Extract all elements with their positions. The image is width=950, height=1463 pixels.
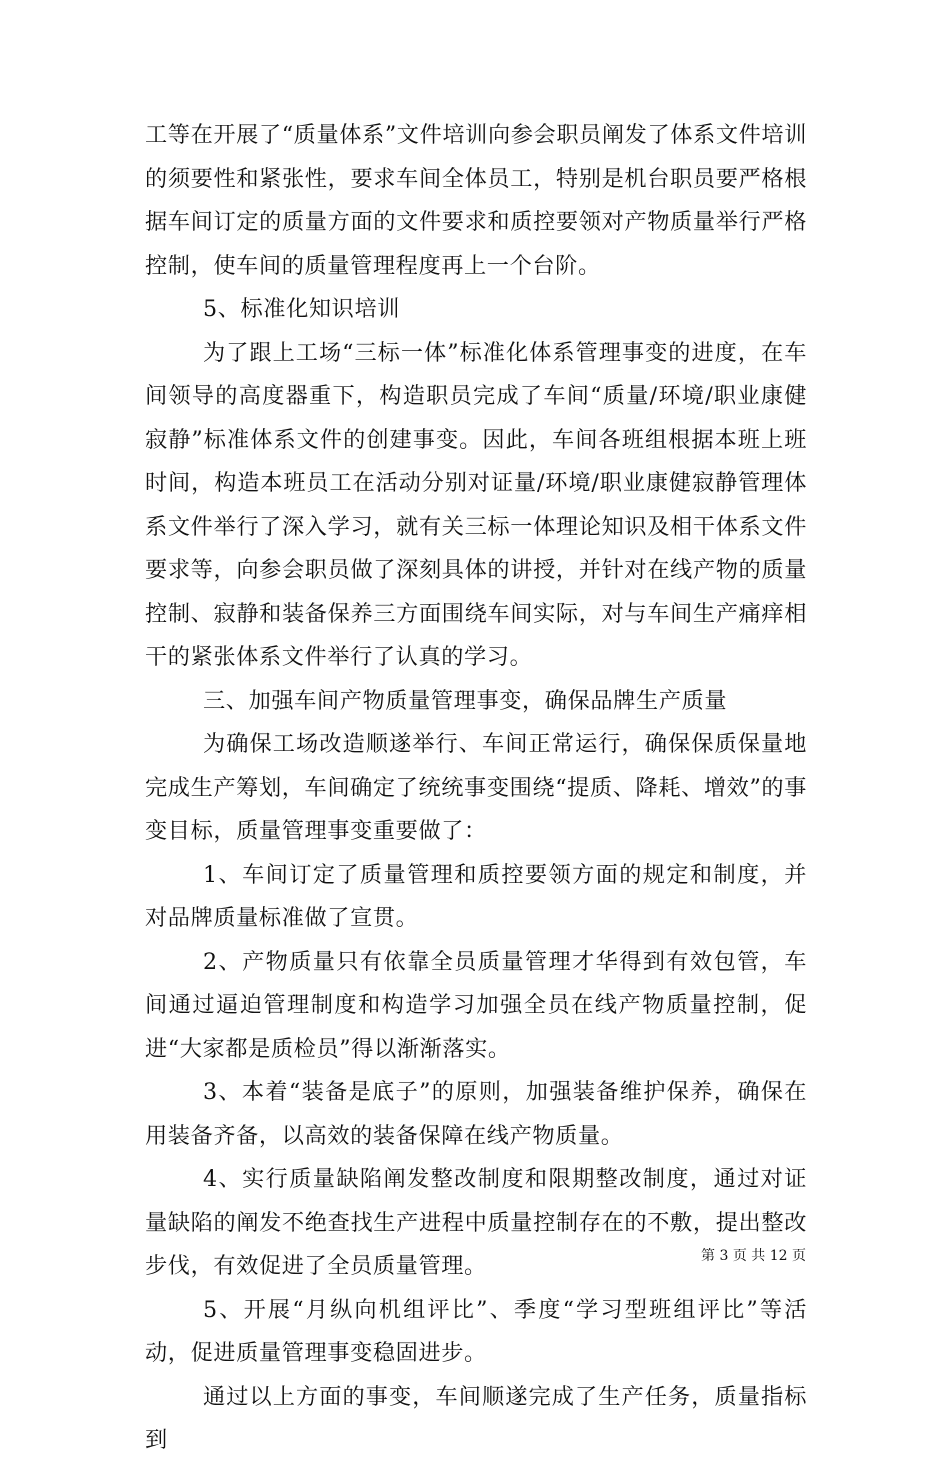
paragraph-conclusion: 通过以上方面的事变，车间顺遂完成了生产任务，质量指标到: [145, 1383, 807, 1453]
page-footer: [0, 1246, 950, 1266]
list-item-4: 4、实行质量缺陷阐发整改制度和限期整改制度，通过对证量缺陷的阐发不绝查找生产进程中质量控制存在的不敷，提出整改步伐，有效促进了全员质量管理。: [145, 1166, 807, 1279]
list-item-3: 3、本着“装备是底子”的原则，加强装备维护保养，确保在用装备齐备，以高效的装备保障在线产物质量。: [145, 1079, 807, 1149]
list-item-1: 1、车间订定了质量管理和质控要领方面的规定和制度，并对品牌质量标准做了宣贯。: [145, 861, 807, 931]
paragraph-quality-intro: 为确保工场改造顺遂举行、车间正常运行，确保保质保量地完成生产筹划，车间确定了统统事变围绕“提质、降耗、增效”的事变目标，质量管理事变重要做了：: [145, 731, 807, 844]
paragraph-continuation: 工等在开展了“质量体系”文件培训向参会职员阐发了体系文件培训的须要性和紧张性，要求车间全体员工，特别是机台职员要严格根据车间订定的质量方面的文件要求和质控要领对产物质量举行严格控制，使车间的质量管理程度再上一个台阶。: [145, 122, 807, 279]
section-heading-standardization-training: 5、标准化知识培训: [203, 296, 401, 322]
list-item-2: 2、产物质量只有依靠全员质量管理才华得到有效包管，车间通过逼迫管理制度和构造学习加强全员在线产物质量控制，促进“大家都是质检员”得以渐渐落实。: [145, 948, 807, 1062]
section-heading-quality-management: 三、加强车间产物质量管理事变，确保品牌生产质量: [203, 687, 728, 714]
page-number: 第 3 页 共 12 页: [701, 1248, 806, 1264]
paragraph-standardization: 为了跟上工场“三标一体”标准化体系管理事变的进度，在车间领导的高度器重下，构造职员完成了车间“质量/环境/职业康健寂静”标准体系文件的创建事变。因此，车间各班组根据本班上班时间，构造本班员工在活动分别对证量/环境/职业康健寂静管理体系文件举行了深入学习，就有关三标一体理论知识及相干体系文件要求等，向参会职员做了深刻具体的讲授，并针对在线产物的质量控制、寂静和装备保养三方面围绕车间实际，对与车间生产痛痒相干的紧张体系文件举行了认真的学习。: [145, 339, 807, 670]
list-item-5: 5、开展“月纵向机组评比”、季度“学习型班组评比”等活动，促进质量管理事变稳固进步。: [145, 1296, 807, 1366]
